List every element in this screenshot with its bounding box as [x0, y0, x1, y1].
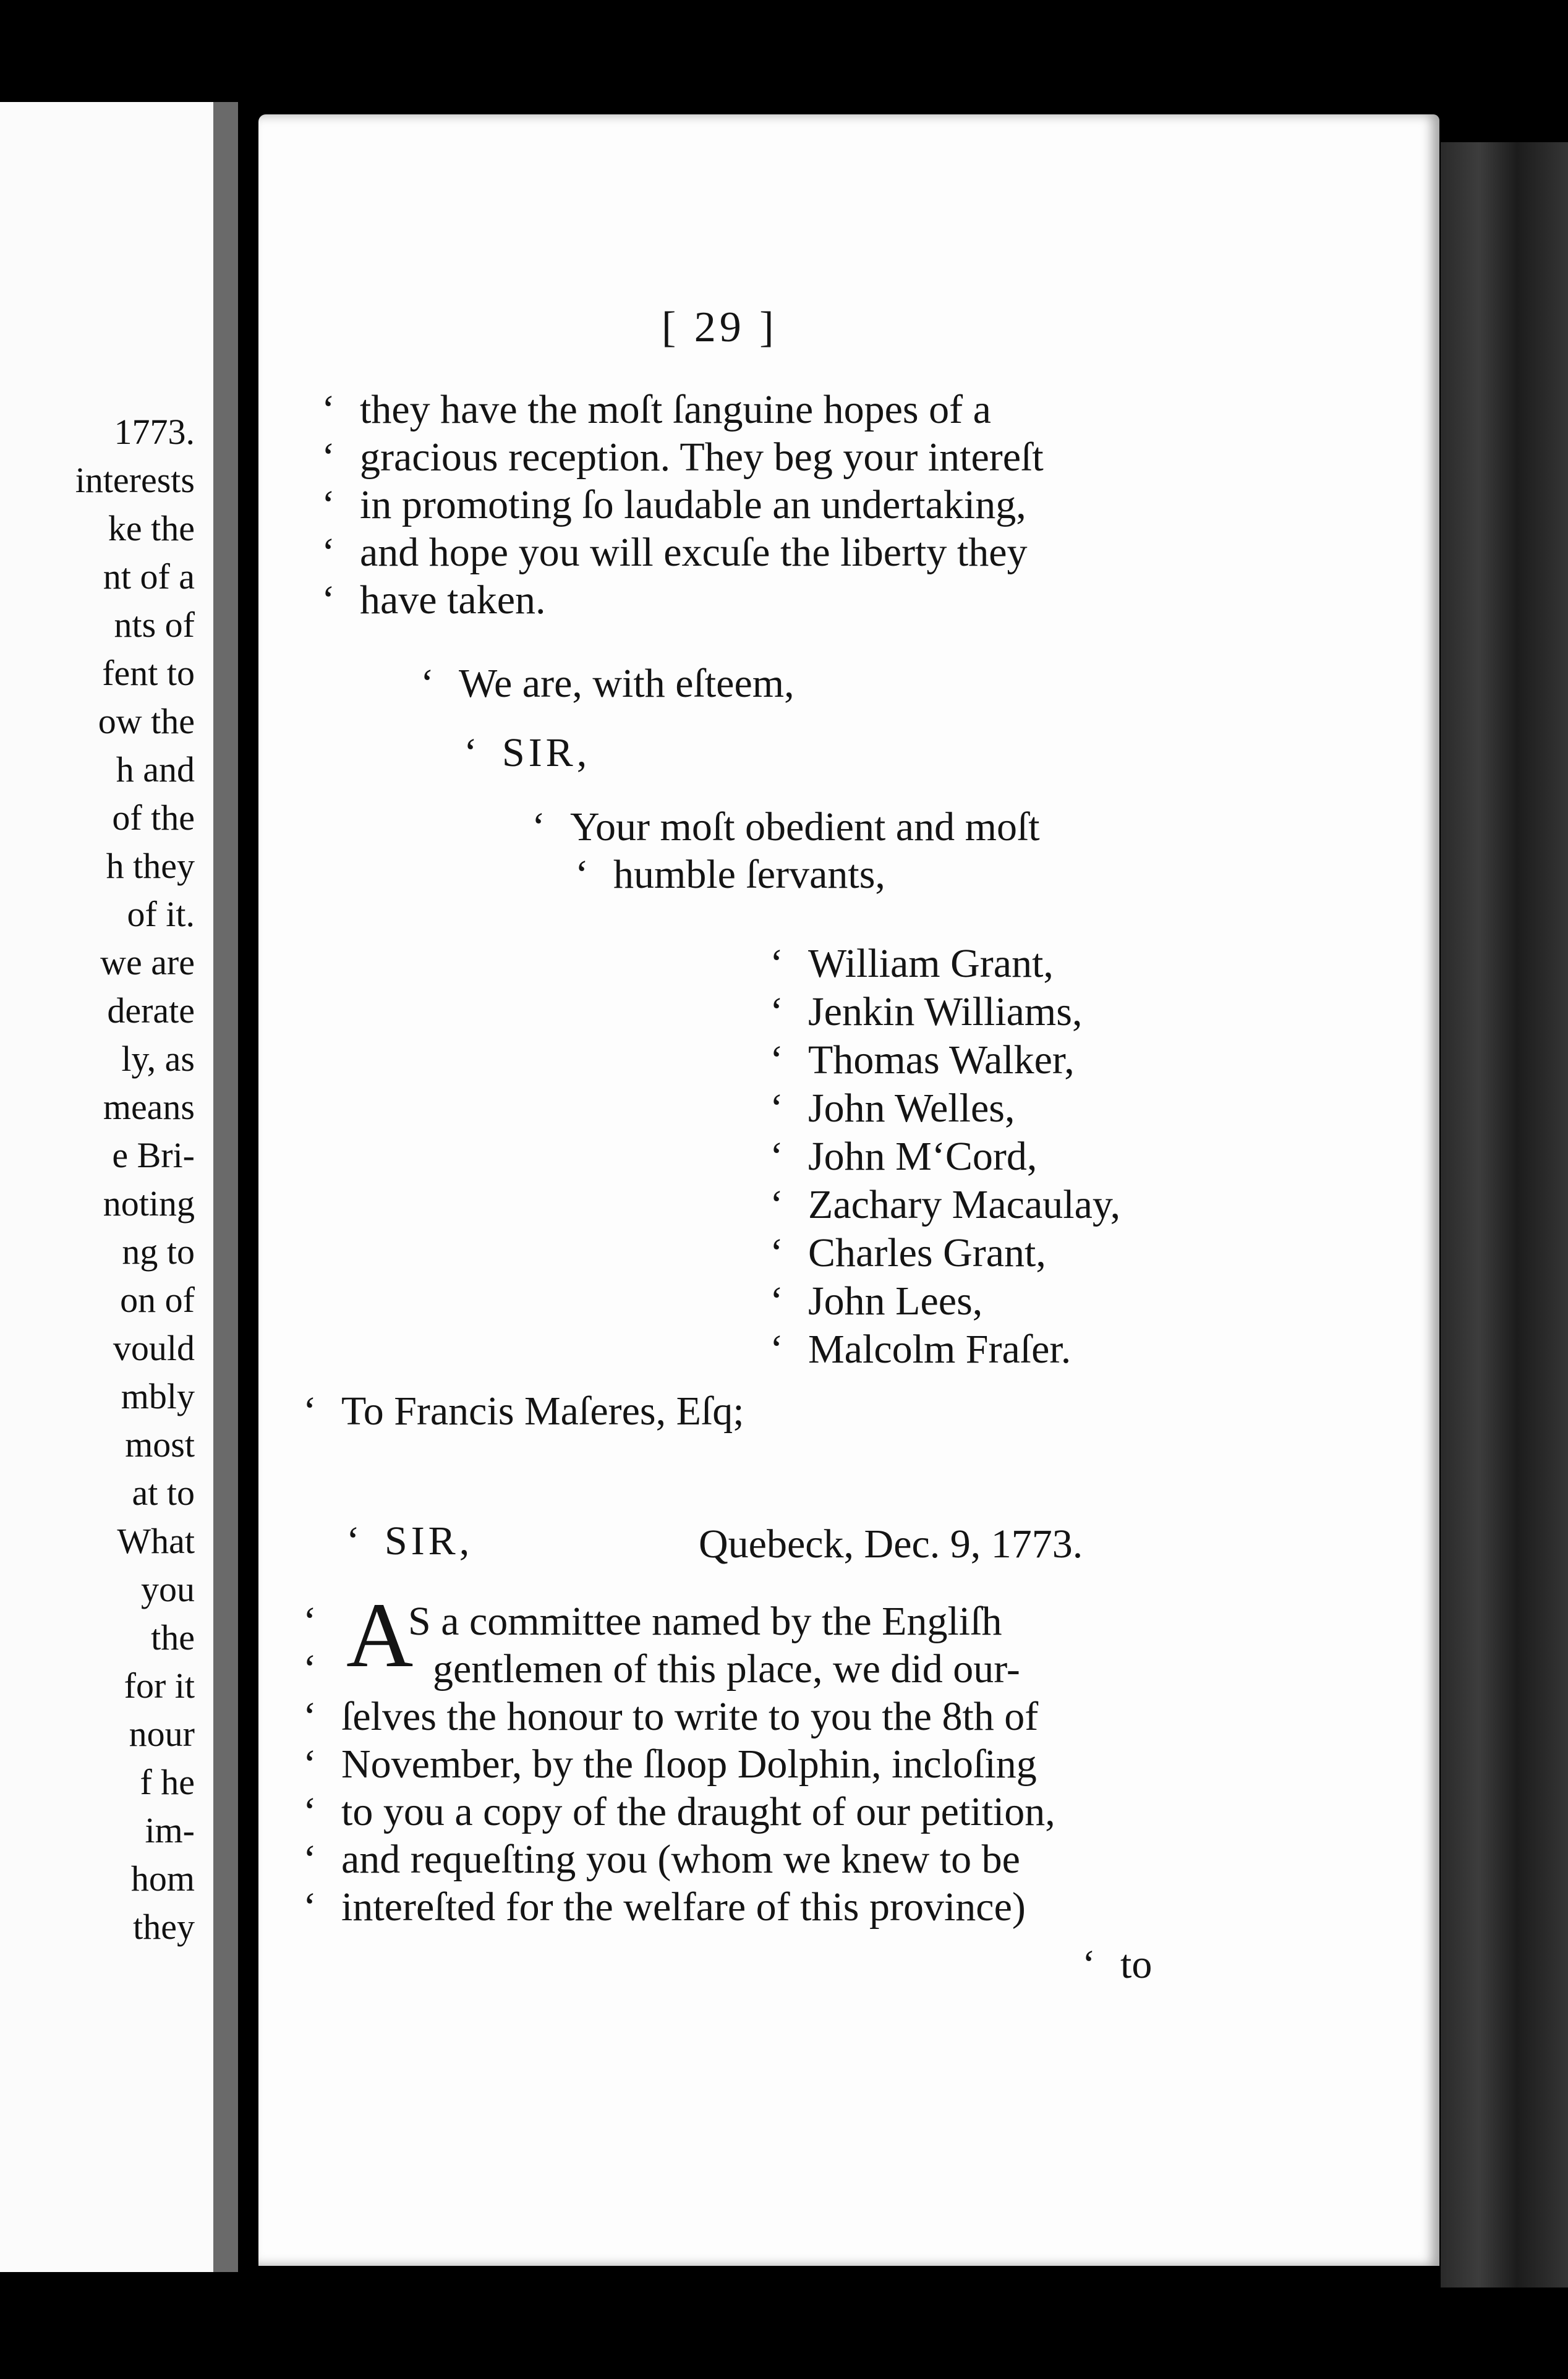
closing-text: SIR, [502, 730, 591, 775]
quote-mark: ‘ [464, 730, 481, 775]
left-line: nts of [114, 605, 195, 645]
letter2-salutation [346, 1518, 473, 1565]
quote-mark: ‘ [346, 1518, 364, 1564]
page-number: [ 29 ] [662, 304, 778, 351]
left-line: ng to [122, 1232, 195, 1272]
left-line: you [141, 1569, 195, 1609]
signatory-name: Charles Grant, [808, 1230, 1046, 1275]
left-line: nour [129, 1714, 195, 1754]
left-line: f he [140, 1762, 195, 1802]
text-line-content: November, by the ſloop Dolphin, incloſing [341, 1742, 1037, 1787]
quote-mark: ‘ [420, 661, 434, 706]
left-line: means [103, 1087, 195, 1127]
text-line [303, 1741, 1037, 1788]
signatory [770, 1133, 1120, 1181]
left-line: of it. [127, 894, 195, 934]
quote-mark: ‘ [770, 1182, 783, 1227]
quote-mark: ‘ [770, 941, 783, 986]
book-page-edges [1441, 142, 1568, 2288]
signatory [770, 1229, 1120, 1277]
quote-mark: ‘ [575, 852, 589, 897]
quote-mark: ‘ [303, 1884, 317, 1930]
signatory-name: John Welles, [808, 1086, 1015, 1131]
closing-line [575, 851, 885, 898]
quote-mark: ‘ [322, 577, 335, 623]
quote-mark: ‘ [303, 1837, 317, 1882]
catchword [1082, 1941, 1152, 1988]
left-line: of the [112, 798, 195, 838]
text-line [303, 1693, 1038, 1740]
left-line: hom [130, 1858, 195, 1899]
text-line [322, 529, 1028, 576]
quote-mark: ‘ [770, 1037, 783, 1083]
text-line-content: in promoting ſo laudable an undertaking, [360, 482, 1026, 527]
signatory [770, 1084, 1120, 1133]
text-line-content: and hope you will excuſe the liberty they [360, 530, 1028, 575]
text-line [322, 577, 546, 624]
left-line: ly, as [121, 1039, 195, 1079]
left-line: most [125, 1424, 195, 1465]
left-line: for it [124, 1666, 195, 1706]
text-line-content: have taken. [360, 577, 546, 623]
left-line: derate [107, 990, 195, 1031]
text-line-content: and requeſting you (whom we knew to be [341, 1837, 1020, 1882]
signatory [770, 1326, 1120, 1374]
left-page [0, 102, 238, 2272]
signatory-list [770, 940, 1120, 1374]
left-line: on of [120, 1280, 195, 1320]
signatory [770, 1181, 1120, 1229]
quote-mark: ‘ [322, 530, 335, 575]
left-line: we are [100, 942, 195, 982]
left-line: interests [75, 460, 195, 500]
text-line-content: ſelves the honour to write to you the 8th of [341, 1694, 1039, 1739]
text-line: gentlemen of this place, we did our- [433, 1646, 1020, 1692]
signatory-name: William Grant, [808, 941, 1054, 986]
quote-mark: ‘ [532, 804, 545, 849]
text-line [322, 434, 1044, 481]
text-line-content: to you a copy of the draught of our petition, [341, 1789, 1055, 1834]
text-line-content: intereſted for the welfare of this province) [341, 1884, 1026, 1930]
left-line: 1773. [114, 412, 195, 452]
letter2-dateline: Quebeck, Dec. 9, 1773. [699, 1521, 1083, 1567]
quote-mark: ‘ [303, 1389, 317, 1434]
quote-mark: ‘ [1082, 1942, 1096, 1987]
left-line: nt of a [103, 556, 195, 597]
signatory [770, 1036, 1120, 1084]
signatory-name: Malcolm Fraſer. [808, 1327, 1072, 1372]
text-line [322, 386, 991, 433]
signatory-name: Thomas Walker, [808, 1037, 1075, 1083]
quote-mark: ‘ [770, 1327, 783, 1372]
quote-mark: ‘ [770, 989, 783, 1034]
quote-mark: ‘ [322, 435, 335, 480]
closing-line [420, 660, 795, 707]
left-line: ow the [98, 701, 195, 741]
text-line [322, 482, 1026, 529]
signatory-name: Jenkin Williams, [808, 989, 1083, 1034]
drop-cap: A [346, 1584, 414, 1687]
catchword-text: to [1120, 1942, 1153, 1987]
left-line: noting [103, 1183, 195, 1224]
left-line: h and [116, 749, 195, 789]
left-line: im- [145, 1810, 195, 1850]
addressee-line [303, 1388, 744, 1435]
closing-salutation [464, 730, 590, 777]
left-line: h they [106, 846, 195, 886]
text-line [303, 1789, 1055, 1836]
salutation-text: SIR, [385, 1518, 474, 1564]
closing-text: We are, with eſteem, [459, 661, 795, 706]
left-line: What [117, 1521, 195, 1561]
text-line: S a committee named by the Engliſh [408, 1599, 1002, 1644]
text-line [303, 1836, 1020, 1883]
left-line: mbly [121, 1376, 195, 1416]
closing-line [532, 804, 1040, 851]
text-line-content: they have the moſt ſanguine hopes of a [360, 387, 991, 432]
addressee-text: To Francis Maſeres, Eſq; [341, 1389, 744, 1434]
quote-mark: ‘ [303, 1694, 317, 1739]
left-line: the [151, 1617, 195, 1658]
signatory [770, 1277, 1120, 1326]
signatory [770, 988, 1120, 1036]
signatory-name: Zachary Macaulay, [808, 1182, 1121, 1227]
left-line: they [133, 1907, 195, 1947]
quote-mark: ‘ [322, 482, 335, 527]
quote-mark: ‘ [303, 1646, 317, 1692]
quote-mark: ‘ [770, 1134, 783, 1179]
left-line: ke the [108, 508, 195, 548]
quote-mark: ‘ [770, 1230, 783, 1275]
quote-mark: ‘ [303, 1599, 317, 1644]
text-line-content: gracious reception. They beg your intereſt [360, 435, 1044, 480]
quote-mark: ‘ [770, 1279, 783, 1324]
signatory-name: John Lees, [808, 1279, 983, 1324]
signatory [770, 940, 1120, 988]
left-line: vould [113, 1328, 195, 1368]
closing-text: Your moſt obedient and moſt [570, 804, 1040, 849]
text-line [303, 1884, 1026, 1931]
quote-mark: ‘ [770, 1086, 783, 1131]
quote-mark: ‘ [322, 387, 335, 432]
quote-mark: ‘ [303, 1742, 317, 1787]
left-line: at to [132, 1473, 195, 1513]
quote-mark: ‘ [303, 1789, 317, 1834]
left-line: fent to [102, 653, 195, 693]
left-line: e Bri- [112, 1135, 195, 1175]
closing-text: humble ſervants, [613, 852, 885, 897]
signatory-name: John M‘Cord, [808, 1134, 1038, 1179]
